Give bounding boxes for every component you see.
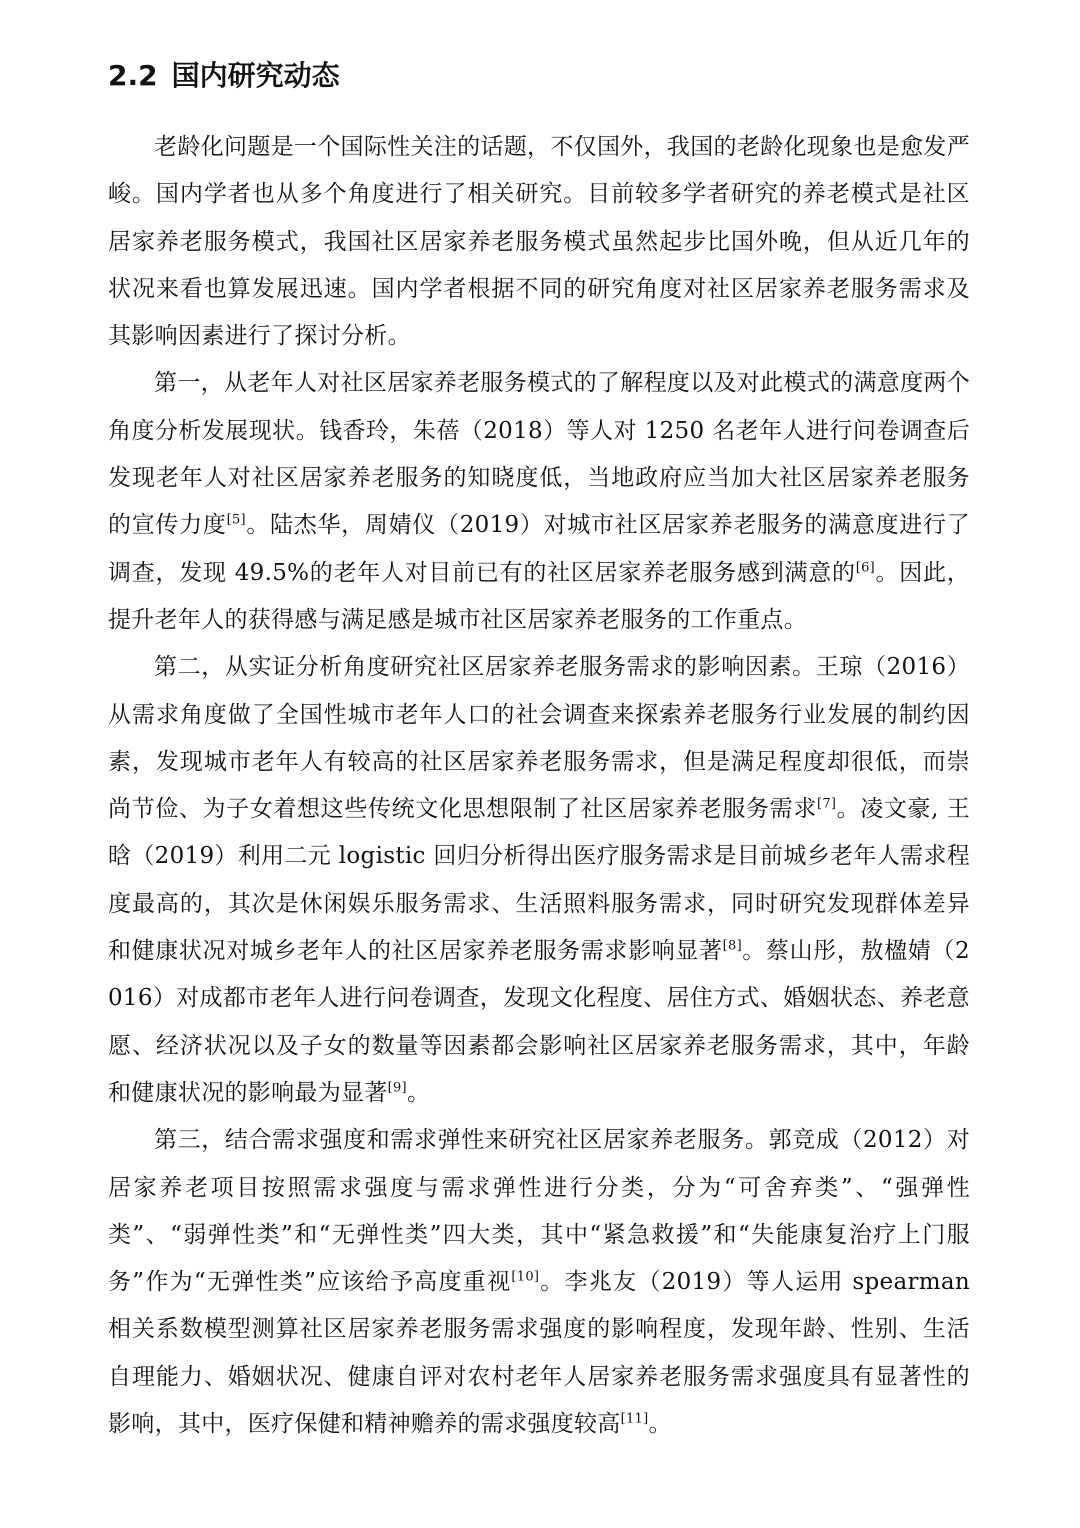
paragraph-text: 。凌文豪, 王晗（2019）利用二元 logistic 回归分析得出医疗服务需求是目前城乡老年人需求程度最高的，其次是休闲娱乐服务需求、生活照料服务需求，同时研究发现群体差异和健康状况对城乡老年人的社区居家养老服务需求影响显著 — [108, 796, 970, 965]
paragraph-text: 。 — [648, 1411, 672, 1438]
paragraph — [108, 360, 970, 644]
citation-ref: [7] — [816, 796, 837, 812]
section-heading — [108, 52, 970, 100]
section-title: 国内研究动态 — [171, 59, 340, 92]
paragraph — [108, 644, 970, 1117]
citation-ref: [8] — [722, 938, 742, 954]
citation-ref: [11] — [620, 1411, 649, 1427]
paragraph-text: 。 — [406, 1079, 431, 1106]
paragraph-text: 老龄化问题是一个国际性关注的话题，不仅国外，我国的老龄化现象也是愈发严峻。国内学者也从多个角度进行了相关研究。目前较多学者研究的养老模式是社区居家养老服务模式，我国社区居家养老服务模式虽然起步比国外晚，但从近几年的状况来看也算发展迅速。国内学者根据不同的研究角度对社区居家养老服务需求及其影响因素进行了探讨分析。 — [108, 134, 970, 350]
paragraph-text: 第二，从实证分析角度研究社区居家养老服务需求的影响因素。王琼（2016）从需求角度做了全国性城市老年人口的社会调查来探索养老服务行业发展的制约因素，发现城市老年人有较高的社区居家养老服务需求，但是满足程度却很低，而崇尚节俭、为子女着想这些传统文化思想限制了社区居家养老服务需求 — [108, 654, 970, 823]
paragraph — [108, 1117, 970, 1448]
citation-ref: [10] — [511, 1269, 540, 1285]
paragraph-text: 。陆杰华，周婧仪（2019）对城市社区居家养老服务的满意度进行了调查，发现 49.5%的老年人对目前已有的社区居家养老服务感到满意的 — [108, 512, 971, 586]
document-page — [108, 52, 970, 1448]
paragraph-text: 第三，结合需求强度和需求弹性来研究社区居家养老服务。郭竞成（2012）对居家养老项目按照需求强度与需求弹性进行分类，分为“可舍弃类”、“强弹性类”、“弱弹性类”和“无弹性类”四大类，其中“紧急救援”和“失能康复治疗上门服务”作为“无弹性类”应该给予高度重视 — [108, 1127, 970, 1296]
citation-ref: [6] — [855, 560, 876, 576]
section-number: 2.2 — [108, 59, 158, 92]
body-text — [108, 124, 970, 1448]
paragraph — [108, 124, 970, 360]
paragraph-text: 。因此，提升老年人的获得感与满足感是城市社区居家养老服务的工作重点。 — [108, 559, 970, 633]
citation-ref: [5] — [226, 512, 246, 528]
paragraph-text: 。李兆友（2019）等人运用 spearman 相关系数模型测算社区居家养老服务需求强度的影响程度，发现年龄、性别、生活自理能力、婚姻状况、健康自评对农村老年人居家养老服务需求强度具有显著性的影响，其中，医疗保健和精神赡养的需求强度较高 — [108, 1269, 970, 1438]
paragraph-text: 。蔡山彤，敖楹婧（2016）对成都市老年人进行问卷调查，发现文化程度、居住方式、婚姻状态、养老意愿、经济状况以及子女的数量等因素都会影响社区居家养老服务需求，其中，年龄和健康状况的影响最为显著 — [108, 938, 970, 1106]
citation-ref: [9] — [387, 1080, 407, 1096]
paragraph-text: 第一，从老年人对社区居家养老服务模式的了解程度以及对此模式的满意度两个角度分析发展现状。钱香玲，朱蓓（2018）等人对 1250 名老年人进行问卷调查后发现老年人对社区居家养老服务的知晓度低，当地政府应当加大社区居家养老服务的宣传力度 — [108, 370, 970, 539]
